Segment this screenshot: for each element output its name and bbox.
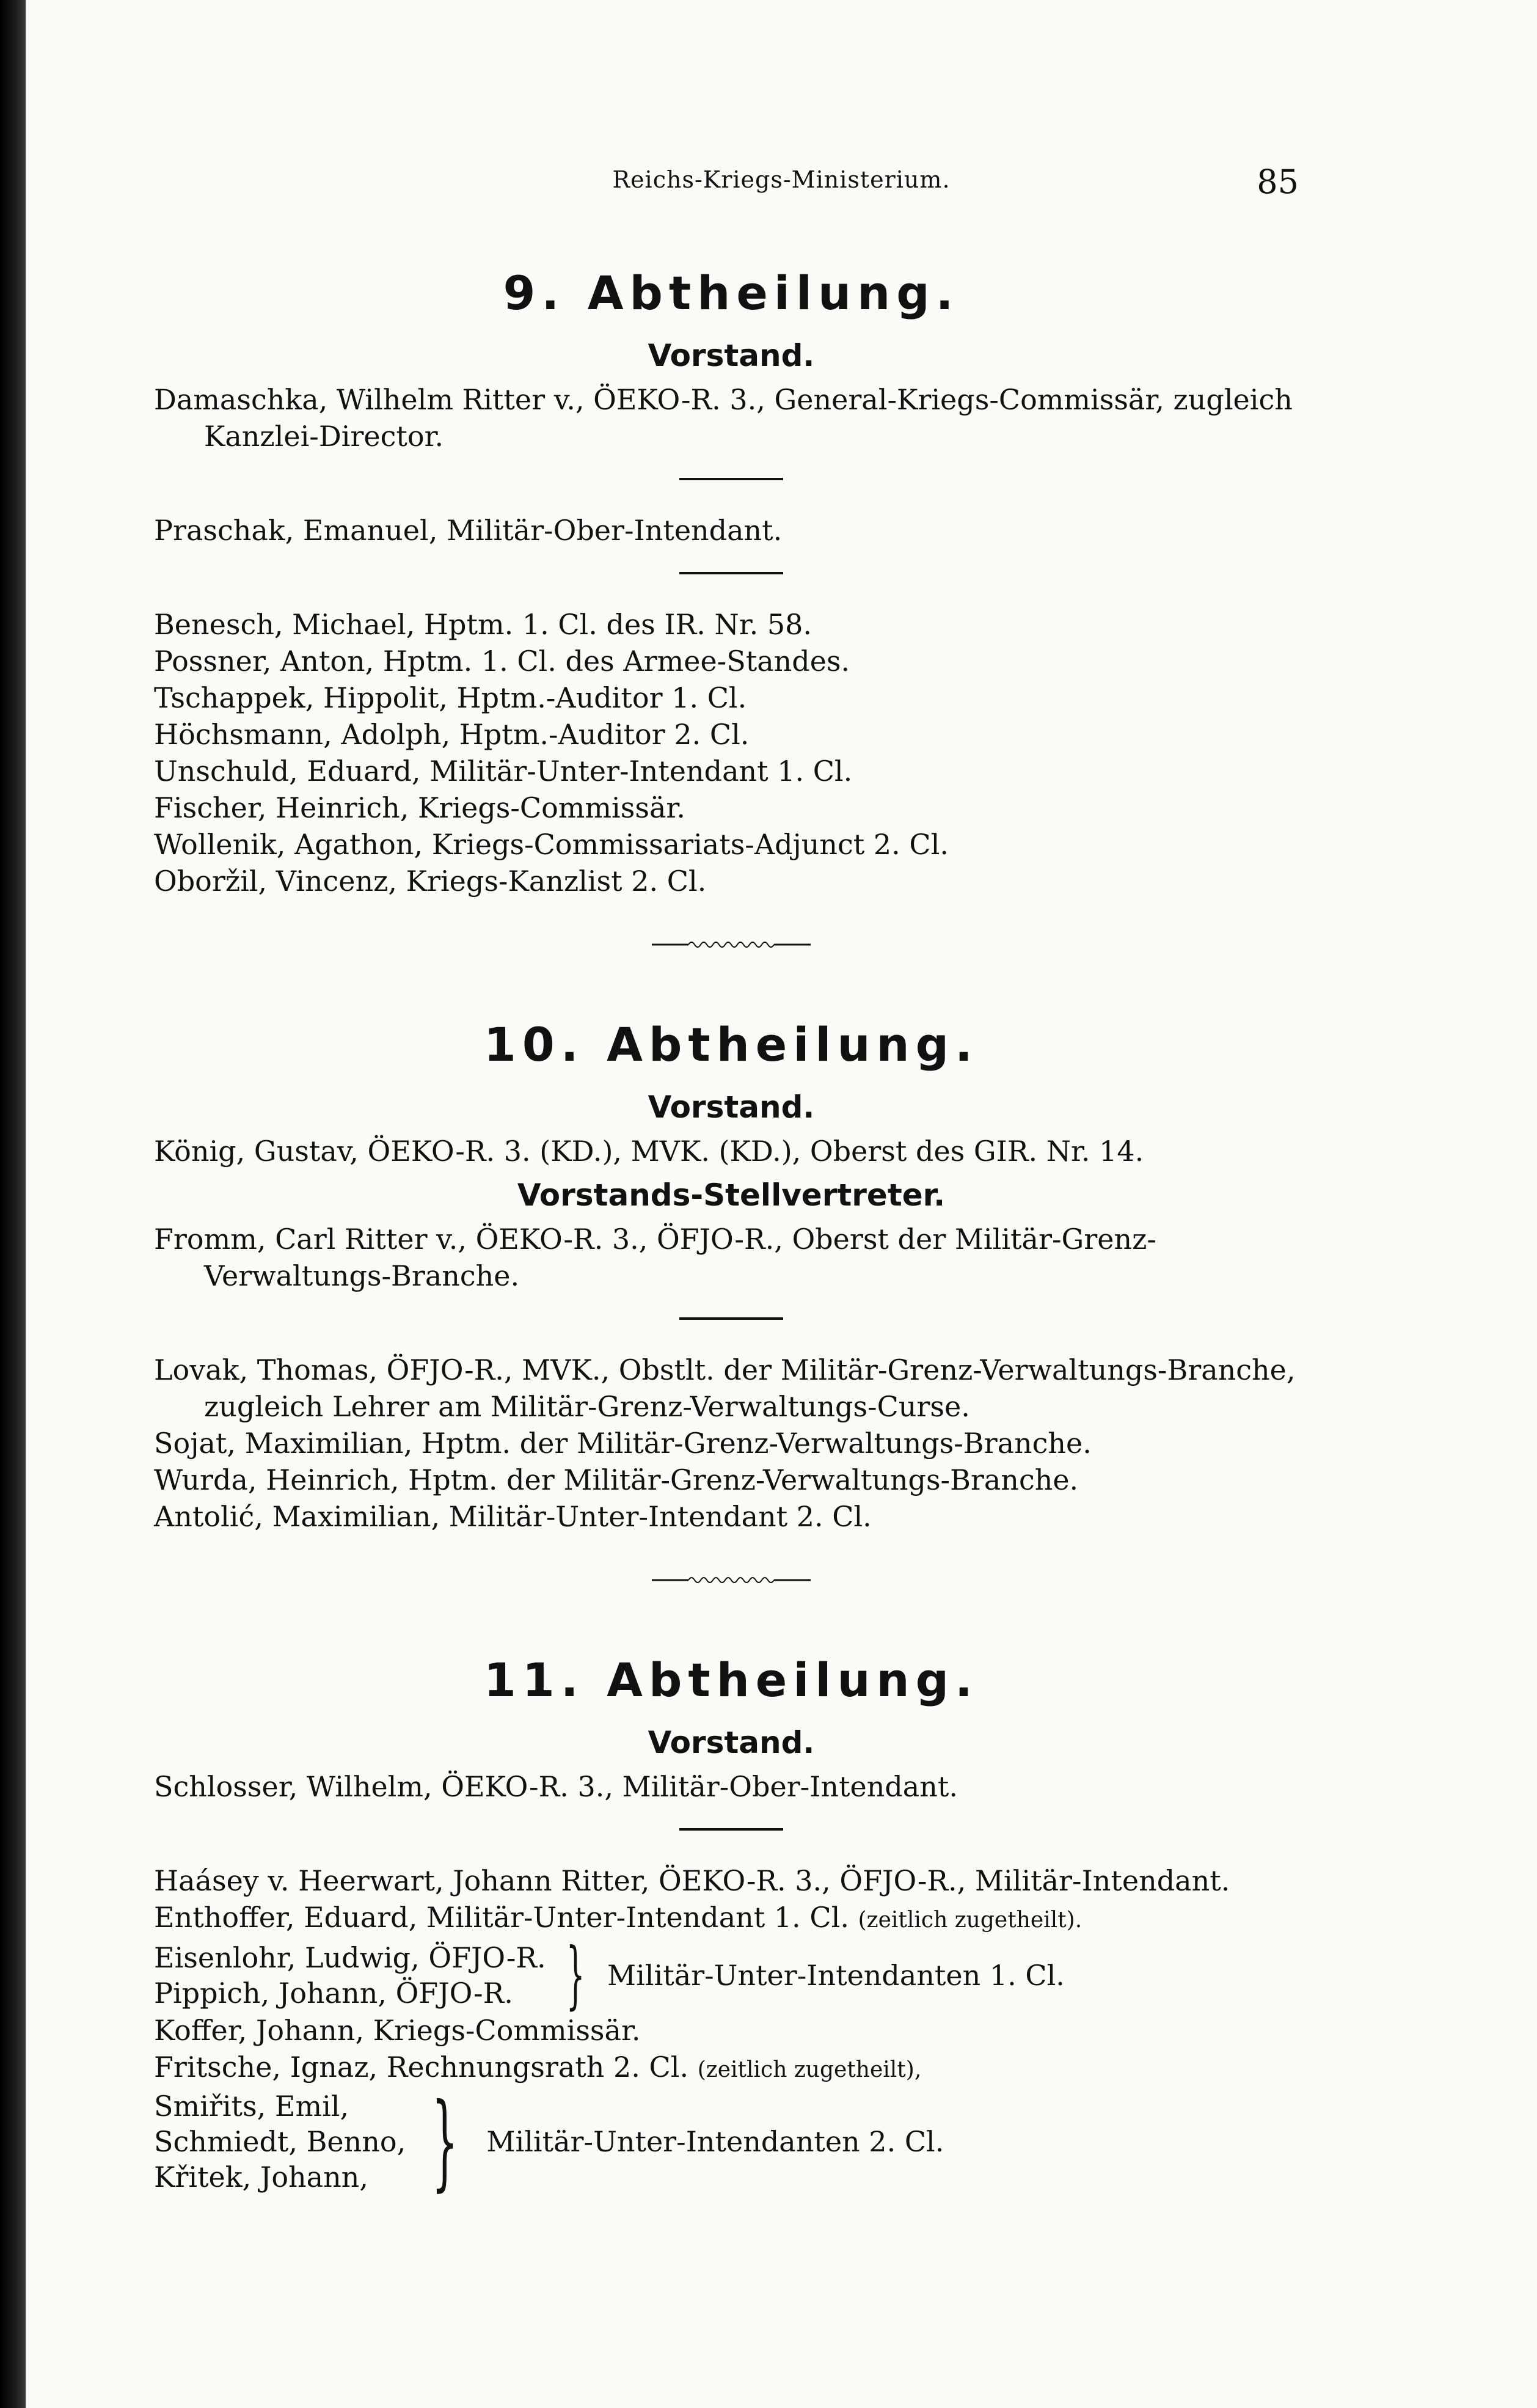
brace-icon: }: [431, 2081, 458, 2202]
divider: [679, 572, 783, 574]
staff-entry: Wollenik, Agathon, Kriegs-Commissariats-Adjunct 2. Cl.: [154, 828, 949, 861]
staff-entry: Oboržil, Vincenz, Kriegs-Kanzlist 2. Cl.: [154, 865, 707, 898]
group-name: Pippich, Johann, ÖFJO-R.: [154, 1977, 513, 2010]
assignment-note: (zeitlich zugetheilt),: [697, 2057, 922, 2082]
brace-icon: }: [566, 1933, 585, 2018]
section-10: [154, 1008, 1309, 1535]
assignment-note: (zeitlich zugetheilt).: [858, 1908, 1082, 1933]
vorstand-heading: Vorstand.: [648, 1725, 815, 1760]
staff-entry: Wurda, Heinrich, Hptm. der Militär-Grenz-Verwaltungs-Branche.: [154, 1463, 1079, 1496]
stellvertreter-entry: Fromm, Carl Ritter v., ÖEKO-R. 3., ÖFJO-R., Oberst der Militär-Grenz-Verwaltungs-Branche.: [154, 1223, 1156, 1292]
group-name: Smiřits, Emil,: [154, 2090, 349, 2123]
vorstand-entry: König, Gustav, ÖEKO-R. 3. (KD.), MVK. (KD.), Oberst des GIR. Nr. 14.: [154, 1135, 1144, 1168]
running-title: Reichs-Kriegs-Ministerium.: [612, 166, 951, 193]
section-title: 11. Abtheilung.: [484, 1653, 979, 1707]
group-names: [154, 1940, 546, 2011]
page-number: 85: [1257, 163, 1299, 201]
staff-entry: [154, 1899, 1309, 1939]
divider: [679, 1828, 783, 1831]
vorstand-heading: Vorstand.: [648, 1089, 815, 1125]
group-rank-label: Militär-Unter-Intendanten 2. Cl.: [486, 2125, 944, 2158]
staff-entry: Koffer, Johann, Kriegs-Commissär.: [154, 2014, 641, 2047]
staff-entry: Lovak, Thomas, ÖFJO-R., MVK., Obstlt. der Militär-Grenz-Verwaltungs-Branche, zugleich Lehrer am Militär-Grenz-Verwaltungs-Curse.: [154, 1353, 1296, 1423]
page-content: [154, 257, 1309, 2202]
section-9: [154, 257, 1309, 899]
grouped-entries: [154, 1933, 1309, 2018]
staff-entry: Fischer, Heinrich, Kriegs-Commissär.: [154, 791, 685, 824]
staff-entry: Tschappek, Hippolit, Hptm.-Auditor 1. Cl.: [154, 681, 747, 714]
grouped-entries: [154, 2081, 1309, 2202]
group-name: Křitek, Johann,: [154, 2161, 368, 2194]
vorstand-entry: Damaschka, Wilhelm Ritter v., ÖEKO-R. 3., General-Kriegs-Commissär, zugleich Kanzlei-Director.: [154, 383, 1293, 453]
vorstand-entry: Schlosser, Wilhelm, ÖEKO-R. 3., Militär-Ober-Intendant.: [154, 1770, 958, 1803]
book-spine-shadow: [0, 0, 26, 2408]
staff-entry: Höchsmann, Adolph, Hptm.-Auditor 2. Cl.: [154, 718, 750, 751]
section-title: 10. Abtheilung.: [484, 1017, 979, 1072]
staff-entry: Praschak, Emanuel, Militär-Ober-Intendant.: [154, 514, 783, 547]
staff-entry: Unschuld, Eduard, Militär-Unter-Intendant 1. Cl.: [154, 755, 853, 788]
group-name: Schmiedt, Benno,: [154, 2125, 406, 2158]
ornament-divider: [652, 937, 811, 950]
staff-entry: Benesch, Michael, Hptm. 1. Cl. des IR. Nr. 58.: [154, 608, 812, 641]
divider: [679, 478, 783, 480]
stellvertreter-heading: Vorstands-Stellvertreter.: [517, 1177, 946, 1213]
staff-entry: Possner, Anton, Hptm. 1. Cl. des Armee-Standes.: [154, 645, 850, 678]
section-11: [154, 1644, 1309, 2202]
divider: [679, 1317, 783, 1320]
group-names: [154, 2088, 406, 2195]
group-name: Eisenlohr, Ludwig, ÖFJO-R.: [154, 1941, 546, 1974]
staff-entry-text: Fritsche, Ignaz, Rechnungsrath 2. Cl.: [154, 2051, 689, 2084]
ornament-divider: [652, 1573, 811, 1585]
staff-entry: Haásey v. Heerwart, Johann Ritter, ÖEKO-R. 3., ÖFJO-R., Militär-Intendant.: [154, 1864, 1230, 1897]
staff-entry: Antolić, Maximilian, Militär-Unter-Intendant 2. Cl.: [154, 1500, 872, 1533]
vorstand-heading: Vorstand.: [648, 338, 815, 373]
staff-entry-text: Enthoffer, Eduard, Militär-Unter-Intendant 1. Cl.: [154, 1901, 849, 1934]
page: [26, 0, 1537, 2408]
section-title: 9. Abtheilung.: [503, 266, 960, 320]
group-rank-label: Militär-Unter-Intendanten 1. Cl.: [607, 1959, 1065, 1992]
staff-entry: Sojat, Maximilian, Hptm. der Militär-Grenz-Verwaltungs-Branche.: [154, 1427, 1092, 1460]
staff-entry: [154, 2049, 1309, 2088]
